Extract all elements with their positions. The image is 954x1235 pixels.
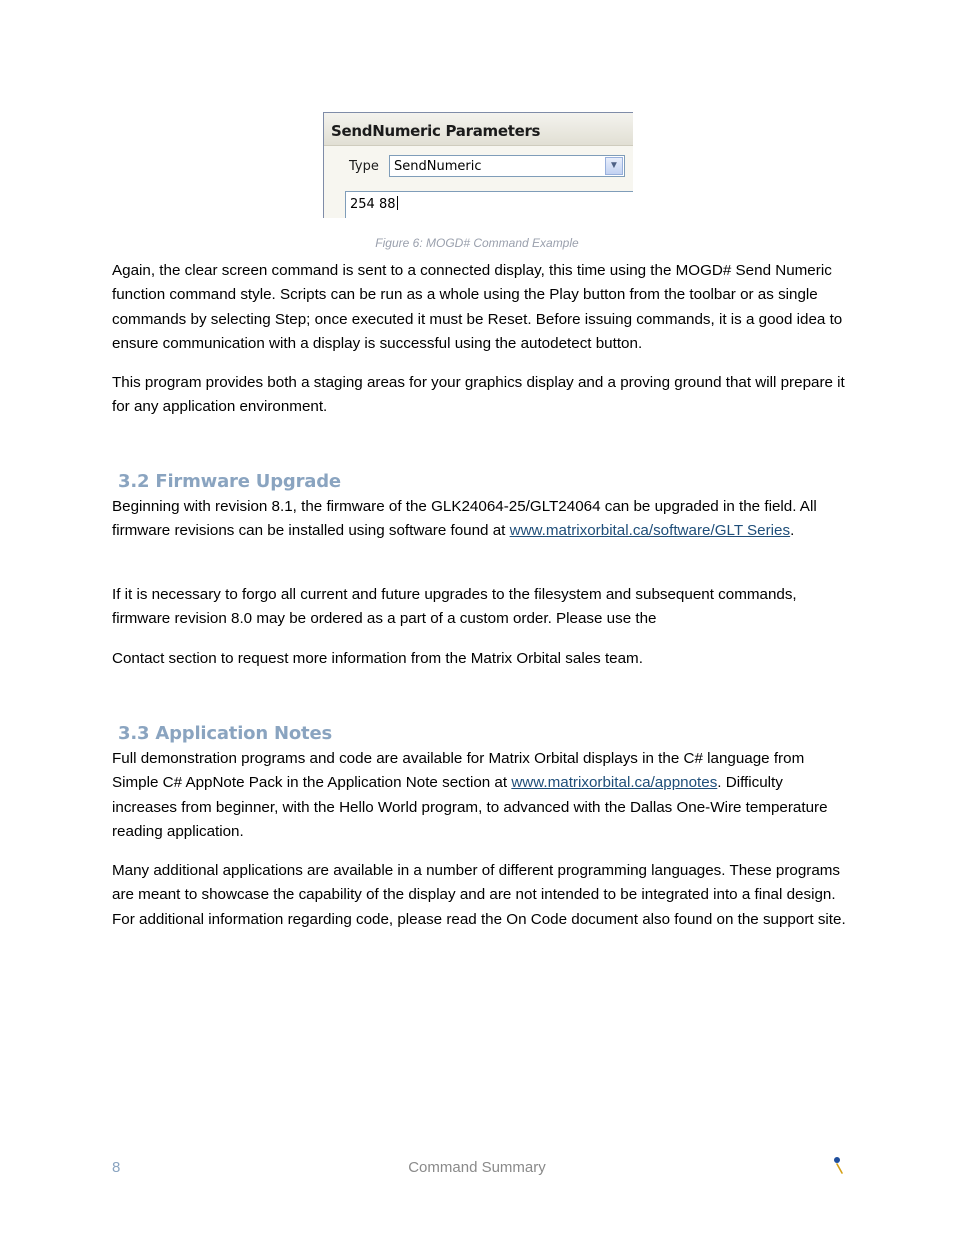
figure-window-title-bar: [324, 113, 633, 146]
chevron-down-icon[interactable]: ▼: [605, 157, 623, 175]
figure-window-title: SendNumeric Parameters: [331, 122, 541, 140]
paragraph-additional-applications: Many additional applications are available in a number of different programming languages. These programs are meant to showcase the capability of the display and are not intended to be integrated into a final design. For additional information regarding code, please read the On Code document also found on the support site.: [112, 862, 846, 928]
link-glt-software[interactable]: www.matrixorbital.ca/software/GLT Series: [509, 522, 791, 540]
footer-title: Command Summary: [408, 1159, 546, 1176]
command-parameters-figure: [323, 112, 633, 218]
parameters-input-value: 254 88: [350, 197, 396, 212]
matrix-orbital-logo-icon: [830, 1155, 846, 1175]
heading-application-notes: 3.3 Application Notes: [118, 723, 332, 744]
paragraph-staging-area: This program provides both a staging areas for your graphics display and a proving ground that will prepare it for any application environment.: [112, 374, 845, 416]
paragraph-clear-screen: Again, the clear screen command is sent to a connected display, this time using the MOGD# Send Numeric function command style. Scripts can be run as a whole using the Play button from the toolbar or as single commands by selecting Step; once executed it must be Reset. Before issuing commands, it is a good idea to ensure communication with a display is successful using the autodetect button.: [112, 262, 843, 353]
type-select-value: SendNumeric: [394, 159, 482, 174]
paragraph-forgo-upgrades: If it is necessary to forgo all current and future upgrades to the filesystem and subsequent commands, firmware revision 8.0 may be ordered as a part of a custom order. Please use the: [112, 586, 797, 628]
text-caret: [397, 196, 398, 210]
type-select[interactable]: [389, 155, 625, 177]
paragraph-contact-section: Contact section to request more information from the Matrix Orbital sales team.: [112, 650, 643, 667]
parameters-input[interactable]: [345, 191, 633, 218]
type-label: Type: [349, 159, 379, 174]
link-appnotes[interactable]: www.matrixorbital.ca/appnotes: [511, 774, 718, 792]
page-number: 8: [112, 1159, 121, 1176]
heading-firmware-upgrade: 3.2 Firmware Upgrade: [118, 471, 341, 492]
paragraph-firmware-revision: Beginning with revision 8.1, the firmware of the GLK24064-25/GLT24064 can be upgraded in the field. All firmware revisions can be installed using software found at www.matrixorbital.ca/software/GLT Series.: [112, 498, 817, 540]
paragraph-demo-programs: Full demonstration programs and code are available for Matrix Orbital displays in the C# language from Simple C# AppNote Pack in the Application Note section at www.matrixorbital.ca/appnotes. Difficulty increases from beginner, with the Hello World program, to advanced with the Dallas One-Wire temperature reading application.: [112, 750, 828, 841]
figure-caption: Figure 6: MOGD# Command Example: [375, 236, 579, 250]
